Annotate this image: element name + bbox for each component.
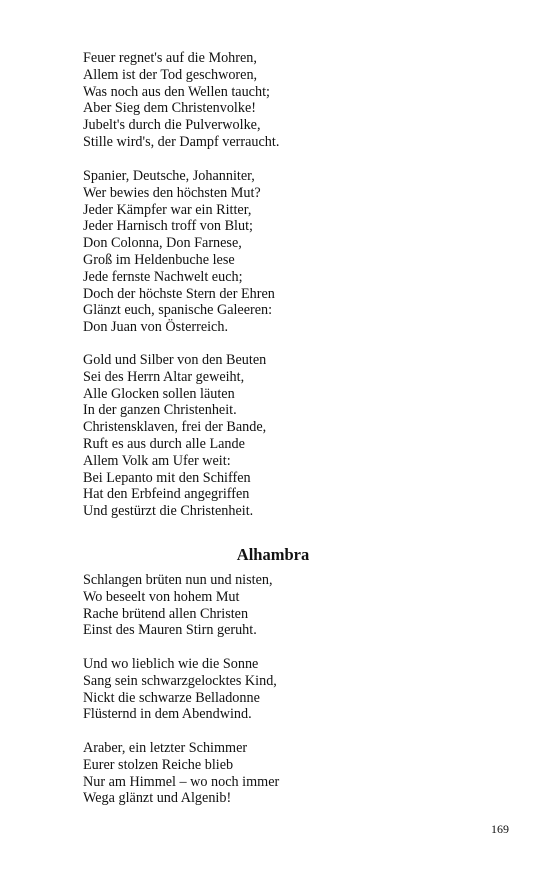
- verse-line: Flüsternd in dem Abendwind.: [83, 706, 252, 723]
- verse-line: Einst des Mauren Stirn geruht.: [83, 622, 257, 639]
- verse-line: Alle Glocken sollen läuten: [83, 385, 235, 402]
- verse-line: Wo beseelt von hohem Mut: [83, 588, 240, 605]
- stanza: [83, 656, 463, 723]
- stanza: [83, 50, 463, 151]
- verse-line: Stille wird's, der Dampf verraucht.: [83, 133, 280, 150]
- poem-alhambra: [83, 572, 463, 639]
- verse-line: Was noch aus den Wellen taucht;: [83, 83, 270, 100]
- verse-line: Spanier, Deutsche, Johanniter,: [83, 168, 255, 184]
- stanza: [83, 740, 463, 807]
- poem-alhambra: [83, 740, 463, 807]
- poem-lepanto-continuation: [83, 352, 463, 520]
- poem-lepanto-continuation: [83, 168, 463, 336]
- verse-line: Sei des Herrn Altar geweiht,: [83, 368, 245, 385]
- verse-line: Doch der höchste Stern der Ehren: [83, 285, 275, 302]
- poem-lepanto-continuation: [83, 50, 463, 151]
- verse-line: Ruft es aus durch alle Lande: [83, 435, 245, 452]
- verse-line: Gold und Silber von den Beuten: [83, 352, 267, 368]
- verse-line: Schlangen brüten nun und nisten,: [83, 572, 273, 588]
- poem-alhambra: [83, 656, 463, 723]
- verse-line: Don Colonna, Don Farnese,: [83, 235, 242, 252]
- verse-line: Allem ist der Tod geschworen,: [83, 66, 258, 83]
- verse-line: Wega glänzt und Algenib!: [83, 790, 232, 807]
- stanza: [83, 352, 463, 520]
- verse-line: Feuer regnet's auf die Mohren,: [83, 50, 257, 66]
- verse-line: Christensklaven, frei der Bande,: [83, 419, 267, 436]
- poem-title: Alhambra: [236, 545, 310, 564]
- verse-line: Hat den Erbfeind angegriffen: [83, 486, 250, 503]
- verse-line: Jeder Harnisch troff von Blut;: [83, 218, 253, 235]
- verse-line: Eurer stolzen Reiche blieb: [83, 756, 234, 773]
- verse-line: Jede fernste Nachwelt euch;: [83, 268, 243, 285]
- verse-line: Nickt die schwarze Belladonne: [83, 689, 260, 706]
- verse-line: Glänzt euch, spanische Galeeren:: [83, 302, 273, 319]
- verse-line: Aber Sieg dem Christenvolke!: [83, 100, 256, 117]
- verse-line: In der ganzen Christenheit.: [83, 402, 237, 419]
- stanza: [83, 168, 463, 336]
- verse-line: Bei Lepanto mit den Schiffen: [83, 469, 251, 486]
- stanza: [83, 572, 463, 639]
- verse-line: Don Juan von Österreich.: [83, 319, 228, 336]
- verse-line: Jubelt's durch die Pulverwolke,: [83, 117, 261, 134]
- verse-line: Groß im Heldenbuche lese: [83, 251, 235, 268]
- verse-line: Nur am Himmel – wo noch immer: [83, 773, 280, 790]
- page-number: 169: [491, 822, 509, 836]
- verse-line: Sang sein schwarzgelocktes Kind,: [83, 672, 277, 689]
- verse-line: Und gestürzt die Christenheit.: [83, 503, 254, 520]
- verse-line: Allem Volk am Ufer weit:: [83, 452, 231, 469]
- verse-line: Araber, ein letzter Schimmer: [83, 740, 248, 756]
- verse-line: Rache brütend allen Christen: [83, 605, 249, 622]
- verse-line: Jeder Kämpfer war ein Ritter,: [83, 201, 252, 218]
- verse-line: Und wo lieblich wie die Sonne: [83, 656, 259, 672]
- verse-line: Wer bewies den höchsten Mut?: [83, 184, 261, 201]
